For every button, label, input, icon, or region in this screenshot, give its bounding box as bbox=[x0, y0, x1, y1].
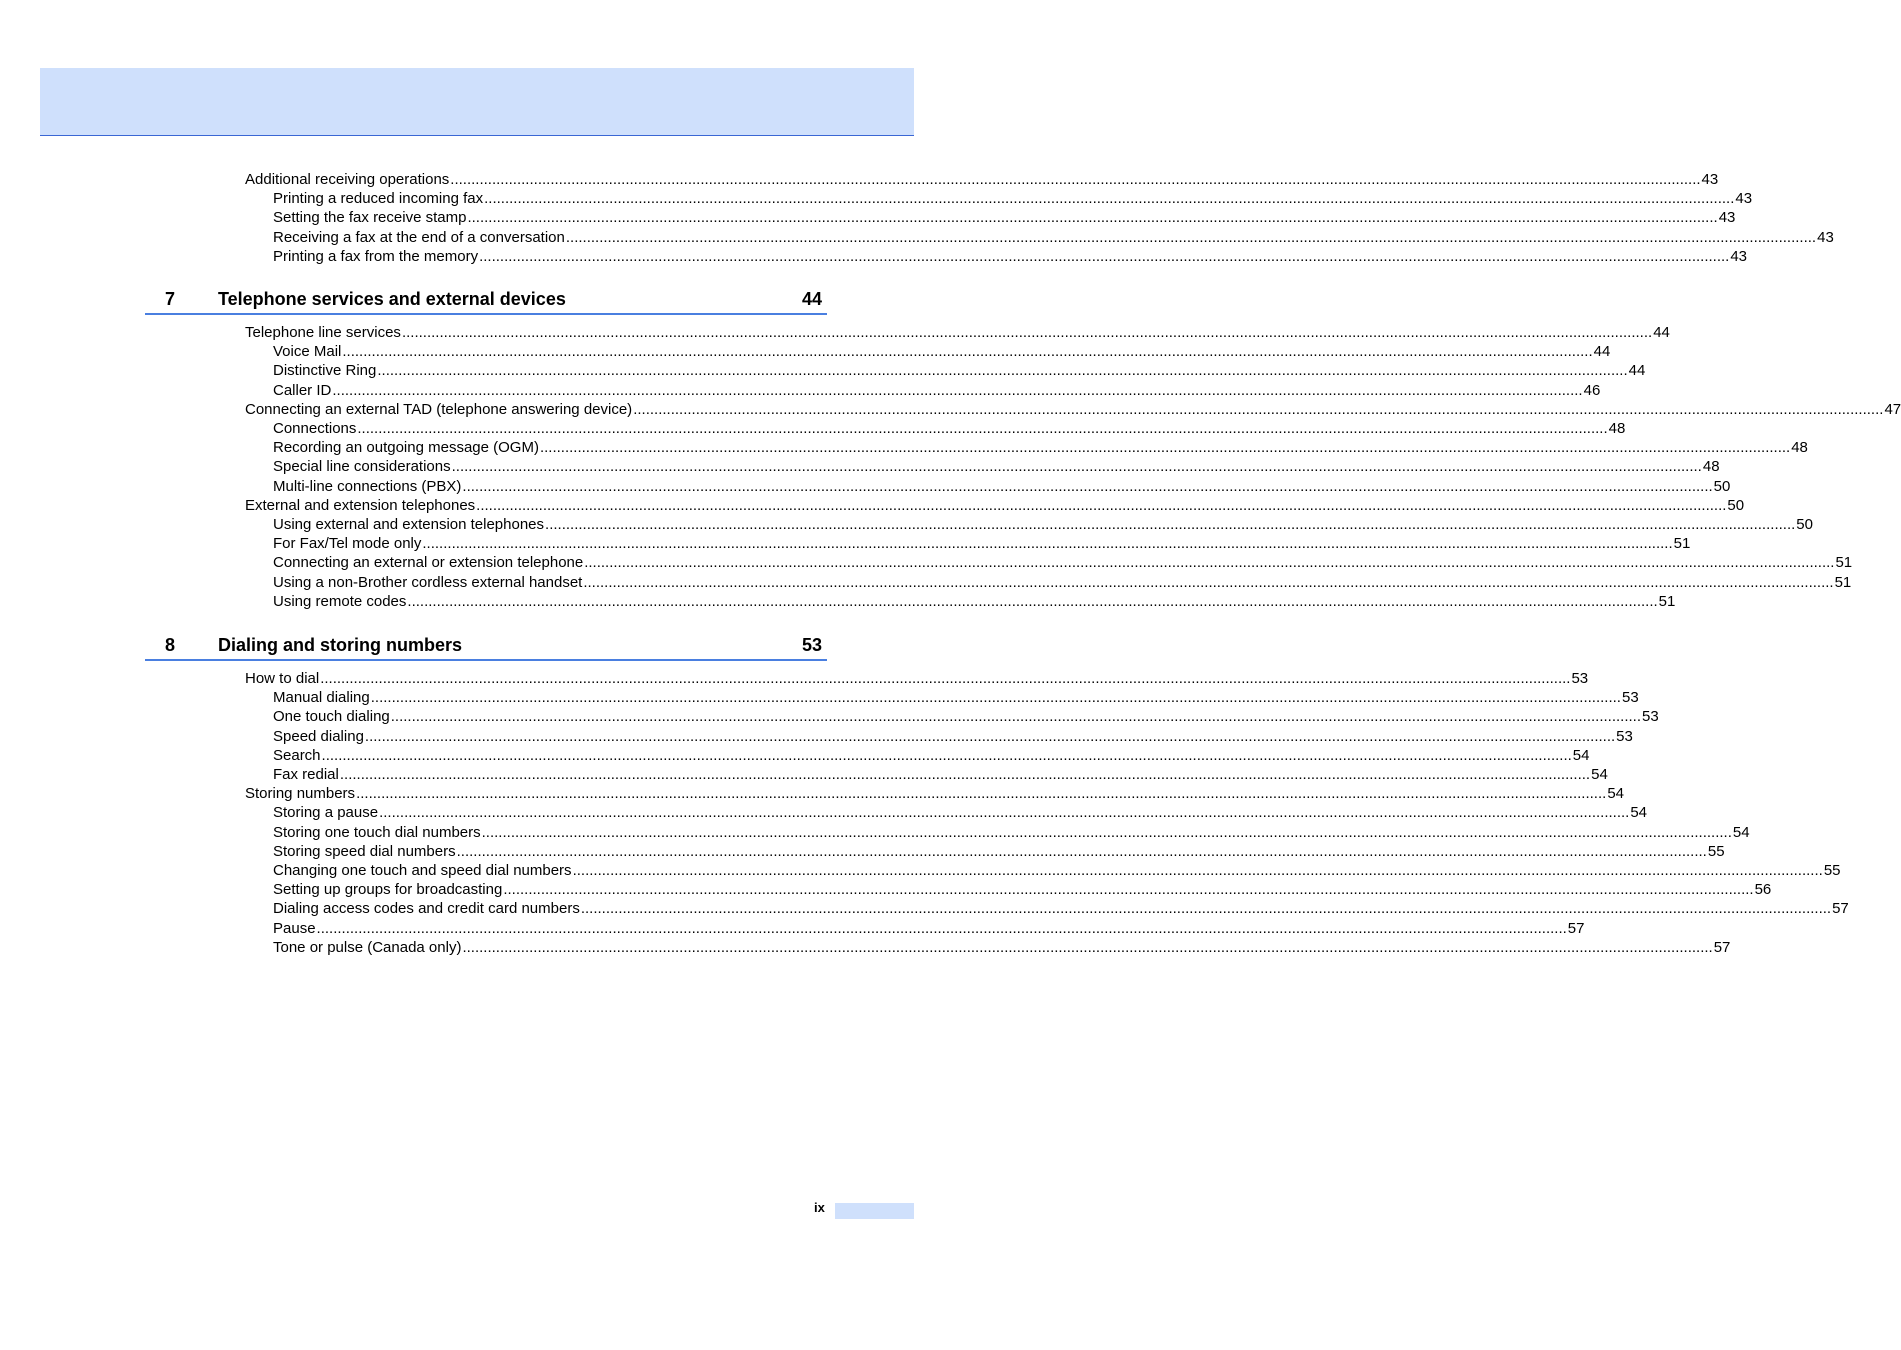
toc-entry-title: Connections bbox=[273, 420, 357, 437]
dot-leader: ............................................................................................................................................................................................................................................................................................................ bbox=[479, 247, 1730, 265]
toc-entry-title: Manual dialing bbox=[273, 689, 370, 707]
toc-entry[interactable] bbox=[273, 764, 1608, 784]
dot-leader: ............................................................................................................................................................................................................................................................................................................ bbox=[565, 228, 1817, 246]
toc-entry-title: External and extension telephones bbox=[245, 496, 476, 514]
toc-entry-title: Setting the fax receive stamp bbox=[273, 209, 467, 227]
toc-entry-title: Storing numbers bbox=[245, 785, 356, 803]
toc-entry[interactable] bbox=[245, 668, 1589, 688]
toc-entry-page: 51 bbox=[1834, 573, 1852, 591]
toc-entry-title: Storing one touch dial numbers bbox=[273, 823, 481, 841]
toc-entry[interactable] bbox=[245, 495, 1745, 515]
dot-leader: ............................................................................................................................................................................................................................................................................................................ bbox=[481, 823, 1732, 841]
toc-entry-title: Setting up groups for broadcasting bbox=[273, 881, 503, 899]
toc-entry-title: Voice Mail bbox=[273, 343, 342, 361]
dot-leader: ............................................................................................................................................................................................................................................................................................................ bbox=[584, 554, 1835, 572]
toc-entry-title: Dialing access codes and credit card numbers bbox=[273, 900, 580, 918]
dot-leader: ............................................................................................................................................................................................................................................................................................................ bbox=[377, 362, 1628, 380]
dot-leader: ............................................................................................................................................................................................................................................................................................................ bbox=[422, 535, 1673, 553]
dot-leader: ............................................................................................................................................................................................................................................................................................................ bbox=[580, 900, 1832, 918]
toc-entry-title: Receiving a fax at the end of a conversation bbox=[273, 228, 565, 246]
toc-entry-page: 54 bbox=[1591, 766, 1608, 783]
toc-entry-title: Connecting an external TAD (telephone answering device) bbox=[245, 400, 633, 418]
chapter-title: Telephone services and external devices bbox=[218, 289, 566, 309]
toc-entry-title: Search bbox=[273, 746, 321, 764]
toc-entry-title: Printing a reduced incoming fax bbox=[273, 190, 484, 208]
toc-entry-page: 43 bbox=[1817, 228, 1834, 246]
dot-leader: ............................................................................................................................................................................................................................................................................................................ bbox=[476, 496, 1727, 514]
dot-leader: ............................................................................................................................................................................................................................................................................................................ bbox=[456, 842, 1707, 860]
dot-leader: ............................................................................................................................................................................................................................................................................................................ bbox=[462, 477, 1713, 495]
dot-leader: ............................................................................................................................................................................................................................................................................................................ bbox=[364, 727, 1616, 745]
toc-entry-page: 51 bbox=[1673, 535, 1691, 553]
toc-entry[interactable] bbox=[245, 322, 1670, 342]
toc-entry-page: 46 bbox=[1583, 381, 1601, 399]
dot-leader: ............................................................................................................................................................................................................................................................................................................ bbox=[467, 209, 1718, 227]
toc-entry-page: 54 bbox=[1607, 785, 1624, 803]
toc-entry[interactable] bbox=[273, 552, 1853, 572]
toc-entry[interactable] bbox=[273, 360, 1646, 380]
toc-entry-title: Speed dialing bbox=[273, 727, 364, 745]
toc-entry-page: 57 bbox=[1567, 919, 1585, 937]
dot-leader: ............................................................................................................................................................................................................................................................................................................ bbox=[451, 458, 1702, 476]
toc-entry-title: Distinctive Ring bbox=[273, 362, 377, 380]
toc-entry-page: 54 bbox=[1630, 804, 1648, 822]
toc-entry[interactable] bbox=[273, 822, 1750, 842]
toc-entry-title: For Fax/Tel mode only bbox=[273, 535, 422, 553]
dot-leader: ............................................................................................................................................................................................................................................................................................................ bbox=[450, 171, 1701, 188]
toc-entry[interactable] bbox=[273, 918, 1585, 938]
toc-entry-title: Storing speed dial numbers bbox=[273, 842, 456, 860]
dot-leader: ............................................................................................................................................................................................................................................................................................................ bbox=[583, 573, 1834, 591]
dot-leader: ............................................................................................................................................................................................................................................................................................................ bbox=[503, 881, 1754, 899]
toc-entry[interactable] bbox=[273, 341, 1611, 361]
chapter-page: 53 bbox=[801, 635, 822, 655]
dot-leader: ............................................................................................................................................................................................................................................................................................................ bbox=[401, 324, 1653, 341]
toc-entry-page: 44 bbox=[1593, 343, 1611, 361]
toc-entry-title: Changing one touch and speed dial numbers bbox=[273, 862, 572, 879]
toc-entry-page: 57 bbox=[1832, 900, 1849, 918]
dot-leader: ............................................................................................................................................................................................................................................................................................................ bbox=[484, 190, 1735, 208]
toc-entry[interactable] bbox=[273, 514, 1813, 534]
toc-entry-page: 50 bbox=[1713, 477, 1731, 495]
toc-entry-page: 48 bbox=[1702, 458, 1720, 476]
dot-leader: ............................................................................................................................................................................................................................................................................................................ bbox=[357, 420, 1608, 437]
dot-leader: ............................................................................................................................................................................................................................................................................................................ bbox=[320, 670, 1571, 687]
toc-entry[interactable] bbox=[273, 188, 1753, 208]
toc-entry-page: 56 bbox=[1754, 881, 1772, 899]
toc-entry-title: Using a non-Brother cordless external handset bbox=[273, 573, 583, 591]
toc-entry[interactable] bbox=[273, 591, 1676, 611]
toc-entry-page: 53 bbox=[1621, 689, 1639, 707]
chapter-page: 44 bbox=[801, 289, 822, 309]
dot-leader: ............................................................................................................................................................................................................................................................................................................ bbox=[342, 343, 1593, 361]
toc-entry[interactable] bbox=[273, 706, 1659, 726]
chapter-heading-8[interactable] bbox=[145, 627, 827, 661]
dot-leader: ............................................................................................................................................................................................................................................................................................................ bbox=[545, 516, 1796, 533]
toc-entry[interactable] bbox=[245, 399, 1901, 419]
toc-entry-page: 43 bbox=[1701, 171, 1719, 188]
toc-entry-title: Printing a fax from the memory bbox=[273, 247, 479, 265]
toc-entry-title: Connecting an external or extension telephone bbox=[273, 554, 584, 572]
toc-entry-page: 53 bbox=[1642, 708, 1659, 726]
dot-leader: ............................................................................................................................................................................................................................................................................................................ bbox=[379, 804, 1630, 822]
toc-entry-page: 54 bbox=[1732, 823, 1750, 841]
toc-entry-title: One touch dialing bbox=[273, 708, 390, 726]
dot-leader: ............................................................................................................................................................................................................................................................................................................ bbox=[370, 689, 1621, 707]
dot-leader: ............................................................................................................................................................................................................................................................................................................ bbox=[462, 938, 1713, 956]
toc-entry[interactable] bbox=[273, 456, 1720, 476]
toc-entry-page: 55 bbox=[1707, 842, 1725, 860]
dot-leader: ............................................................................................................................................................................................................................................................................................................ bbox=[332, 381, 1583, 399]
toc-entry-page: 50 bbox=[1796, 516, 1813, 533]
toc-entry-title: Additional receiving operations bbox=[245, 171, 450, 188]
dot-leader: ............................................................................................................................................................................................................................................................................................................ bbox=[321, 746, 1572, 764]
toc-entry-title: Special line considerations bbox=[273, 458, 451, 476]
toc-entry[interactable] bbox=[245, 169, 1719, 189]
toc-entry-title: Recording an outgoing message (OGM) bbox=[273, 439, 539, 457]
dot-leader: ............................................................................................................................................................................................................................................................................................................ bbox=[633, 400, 1884, 418]
chapter-heading-7[interactable] bbox=[145, 281, 827, 315]
toc-entry-title: Multi-line connections (PBX) bbox=[273, 477, 462, 495]
footer-band bbox=[835, 1203, 914, 1219]
dot-leader: ............................................................................................................................................................................................................................................................................................................ bbox=[390, 708, 1641, 726]
toc-entry[interactable] bbox=[273, 437, 1808, 457]
toc-entry[interactable] bbox=[273, 418, 1626, 438]
toc-entry[interactable] bbox=[273, 533, 1691, 553]
toc-entry-title: Caller ID bbox=[273, 381, 332, 399]
toc-entry[interactable] bbox=[273, 841, 1725, 861]
toc-entry[interactable] bbox=[273, 802, 1648, 822]
toc-entry[interactable] bbox=[273, 227, 1834, 247]
toc-entry-page: 44 bbox=[1653, 324, 1670, 341]
dot-leader: ............................................................................................................................................................................................................................................................................................................ bbox=[339, 766, 1591, 783]
toc-entry[interactable] bbox=[273, 380, 1601, 400]
toc-entry-title: Using external and extension telephones bbox=[273, 516, 545, 533]
toc-entry-page: 55 bbox=[1823, 862, 1841, 879]
dot-leader: ............................................................................................................................................................................................................................................................................................................ bbox=[572, 862, 1823, 879]
toc-entry[interactable] bbox=[273, 879, 1772, 899]
toc-entry[interactable] bbox=[273, 937, 1731, 957]
dot-leader: ............................................................................................................................................................................................................................................................................................................ bbox=[316, 919, 1567, 937]
toc-entry-title: How to dial bbox=[245, 670, 320, 687]
page-number: ix bbox=[814, 1200, 825, 1215]
toc-entry-page: 51 bbox=[1658, 592, 1676, 610]
toc-entry[interactable] bbox=[273, 687, 1639, 707]
toc-entry-page: 43 bbox=[1718, 209, 1736, 227]
toc-entry-page: 48 bbox=[1791, 439, 1808, 457]
toc-entry[interactable] bbox=[245, 783, 1624, 803]
toc-entry[interactable] bbox=[273, 745, 1590, 765]
toc-entry-title: Telephone line services bbox=[245, 324, 401, 341]
toc-entry-page: 44 bbox=[1628, 362, 1646, 380]
toc-entry-page: 43 bbox=[1735, 190, 1753, 208]
chapter-number: 7 bbox=[165, 289, 176, 309]
chapter-number: 8 bbox=[165, 635, 176, 655]
toc-entry-page: 53 bbox=[1571, 670, 1589, 687]
toc-entry[interactable] bbox=[273, 726, 1633, 746]
toc-entry-page: 50 bbox=[1727, 496, 1745, 514]
header-band bbox=[40, 68, 914, 136]
toc-entry-page: 47 bbox=[1884, 400, 1901, 418]
toc-entry[interactable] bbox=[273, 860, 1841, 880]
toc-entry-page: 54 bbox=[1572, 746, 1590, 764]
toc-entry-title: Using remote codes bbox=[273, 592, 407, 610]
chapter-title: Dialing and storing numbers bbox=[218, 635, 463, 655]
toc-entry-page: 43 bbox=[1730, 247, 1748, 265]
dot-leader: ............................................................................................................................................................................................................................................................................................................ bbox=[407, 592, 1658, 610]
dot-leader: ............................................................................................................................................................................................................................................................................................................ bbox=[356, 785, 1607, 803]
toc-entry-page: 48 bbox=[1608, 420, 1626, 437]
toc-entry-title: Pause bbox=[273, 919, 316, 937]
toc-entry-title: Storing a pause bbox=[273, 804, 379, 822]
toc-entry-title: Fax redial bbox=[273, 766, 339, 783]
toc-entry-page: 57 bbox=[1713, 938, 1731, 956]
toc-entry[interactable] bbox=[273, 476, 1731, 496]
toc-entry[interactable] bbox=[273, 898, 1849, 918]
toc-entry-title: Tone or pulse (Canada only) bbox=[273, 938, 462, 956]
toc-entry-page: 53 bbox=[1616, 727, 1633, 745]
toc-entry[interactable] bbox=[273, 572, 1852, 592]
toc-entry-page: 51 bbox=[1835, 554, 1853, 572]
toc-entry[interactable] bbox=[273, 207, 1736, 227]
dot-leader: ............................................................................................................................................................................................................................................................................................................ bbox=[539, 439, 1791, 457]
toc-entry[interactable] bbox=[273, 246, 1748, 266]
